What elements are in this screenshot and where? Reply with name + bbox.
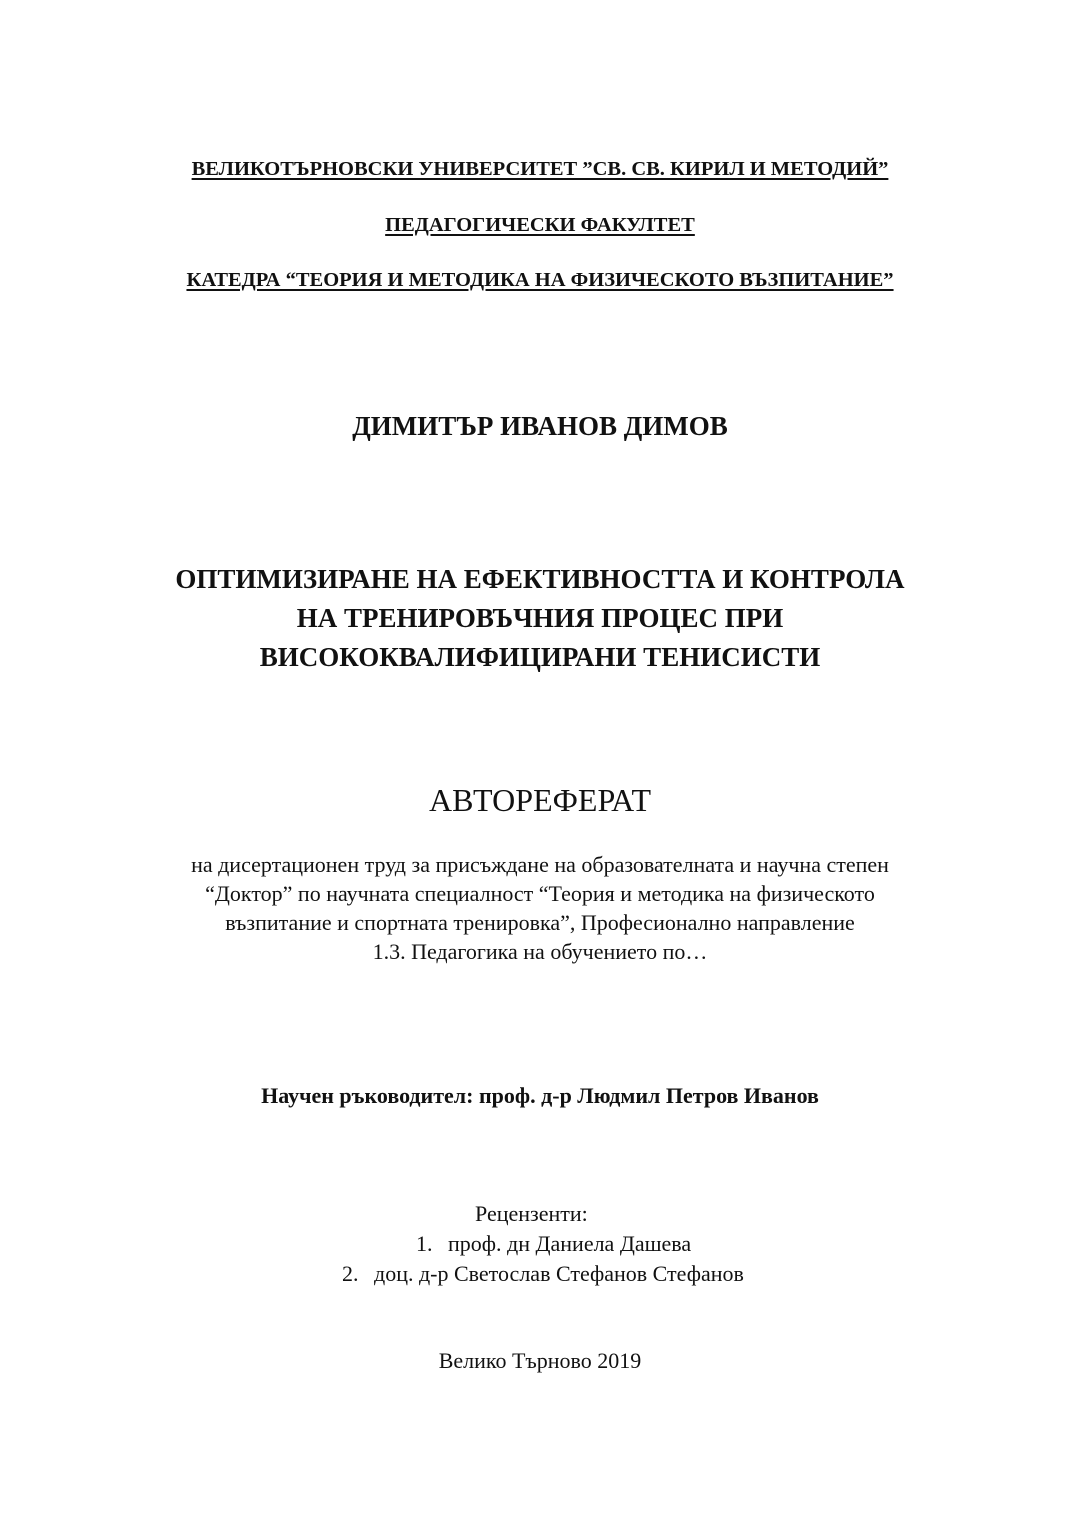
reviewers-label: Рецензенти:	[475, 1201, 588, 1226]
reviewer-name: проф. дн Даниела Дашева	[448, 1231, 692, 1256]
dissertation-title-line-3: ВИСОКОКВАЛИФИЦИРАНИ ТЕНИСИСТИ	[259, 642, 821, 672]
faculty-name: ПЕДАГОГИЧЕСКИ ФАКУЛТЕТ	[385, 214, 695, 236]
reviewer-number: 1.	[416, 1231, 433, 1256]
document-type: АВТОРЕФЕРАТ	[429, 782, 651, 818]
reviewer-item	[342, 1261, 744, 1287]
reviewer-item	[416, 1231, 691, 1257]
dissertation-title-line-1: ОПТИМИЗИРАНЕ НА ЕФЕКТИВНОСТТА И КОНТРОЛА	[175, 564, 905, 594]
reviewer-number: 2.	[342, 1261, 359, 1286]
department-name: КАТЕДРА “ТЕОРИЯ И МЕТОДИКА НА ФИЗИЧЕСКОТО ВЪЗПИТАНИЕ”	[186, 269, 894, 291]
university-name: ВЕЛИКОТЪРНОВСКИ УНИВЕРСИТЕТ ”СВ. СВ. КИРИЛ И МЕТОДИЙ”	[191, 158, 889, 180]
reviewer-name: доц. д-р Светослав Стефанов Стефанов	[374, 1261, 744, 1286]
description-line-2: “Доктор” по научната специалност “Теория и методика на физическото	[205, 881, 875, 906]
description-line-3: възпитание и спортната тренировка”, Професионално направление	[225, 910, 855, 935]
scientific-supervisor: Научен ръководител: проф. д-р Людмил Петров Иванов	[261, 1083, 819, 1108]
author-name: ДИМИТЪР ИВАНОВ ДИМОВ	[352, 411, 728, 441]
description-line-4: 1.3. Педагогика на обучението по…	[372, 939, 708, 964]
place-and-year: Велико Търново 2019	[438, 1348, 642, 1373]
dissertation-title-line-2: НА ТРЕНИРОВЪЧНИЯ ПРОЦЕС ПРИ	[296, 603, 784, 633]
description-line-1: на дисертационен труд за присъждане на образователната и научна степен	[191, 852, 889, 877]
